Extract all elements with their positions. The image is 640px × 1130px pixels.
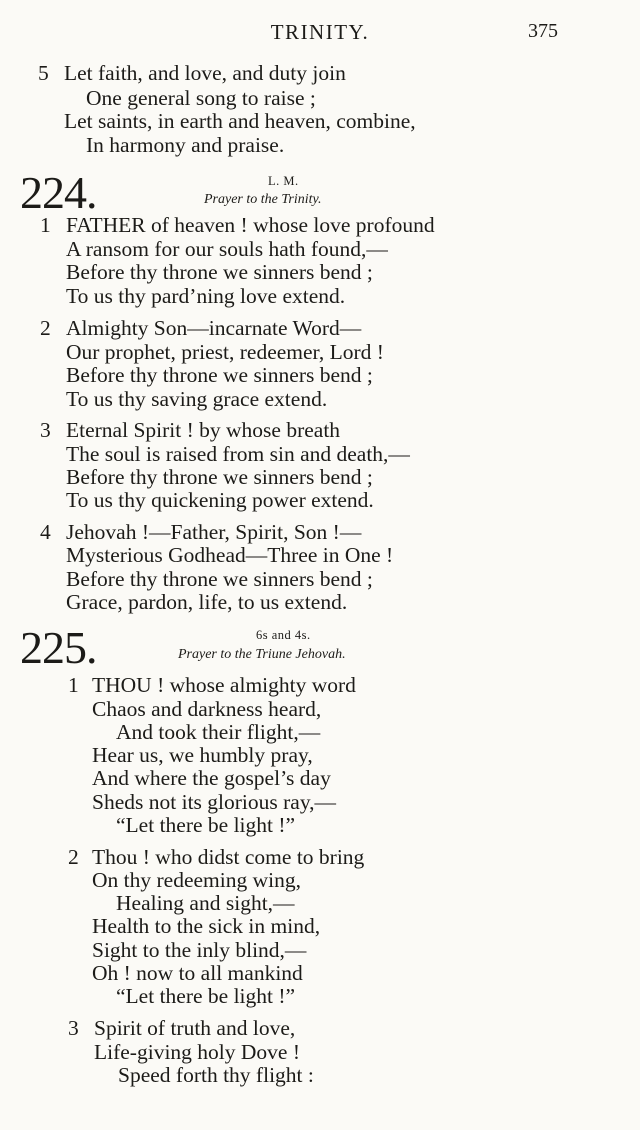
verse-line: Before thy throne we sinners bend ; — [66, 363, 373, 387]
stanza-number: 4 — [40, 520, 51, 544]
verse-line: In harmony and praise. — [86, 133, 285, 157]
verse-line: Before thy throne we sinners bend ; — [66, 260, 373, 284]
hymn-number: 225. — [20, 622, 97, 673]
stanza-number: 1 — [68, 673, 79, 697]
verse-line: To us thy pard’ning love extend. — [66, 284, 346, 308]
verse-line: Sight to the inly blind,— — [92, 938, 307, 962]
verse-line: And where the gospel’s day — [92, 766, 331, 790]
verse-line: Jehovah !—Father, Spirit, Son !— — [66, 520, 362, 544]
verse-line: Grace, pardon, life, to us extend. — [66, 590, 348, 614]
verse-line: Before thy throne we sinners bend ; — [66, 465, 373, 489]
verse-line: THOU ! whose almighty word — [92, 673, 356, 697]
stanza-number: 1 — [40, 213, 51, 237]
verse-line: FATHER of heaven ! whose love profound — [66, 213, 435, 237]
running-title: TRINITY. — [270, 20, 370, 44]
hymn-number: 224. — [20, 167, 97, 218]
verse-line: To us thy saving grace extend. — [66, 387, 328, 411]
page-number: 375 — [528, 20, 558, 42]
verse-line: Mysterious Godhead—Three in One ! — [66, 543, 394, 567]
verse-line: “Let there be light !” — [116, 813, 296, 837]
verse-line: To us thy quickening power extend. — [66, 488, 374, 512]
verse-line: Speed forth thy flight : — [118, 1063, 314, 1087]
verse-line: Thou ! who didst come to bring — [92, 845, 365, 869]
verse-line: Almighty Son—incarnate Word— — [66, 316, 362, 340]
verse-line: One general song to raise ; — [86, 86, 316, 110]
verse-line: Oh ! now to all mankind — [92, 961, 303, 985]
verse-line: Our prophet, priest, redeemer, Lord ! — [66, 340, 384, 364]
verse-line: Let saints, in earth and heaven, combine, — [64, 109, 416, 133]
verse-line: Eternal Spirit ! by whose breath — [66, 418, 341, 442]
verse-line: Sheds not its glorious ray,— — [92, 790, 337, 814]
verse-line: Life-giving holy Dove ! — [94, 1040, 300, 1064]
verse-line: And took their flight,— — [116, 720, 321, 744]
verse-line: Spirit of truth and love, — [94, 1016, 296, 1040]
verse-line: Chaos and darkness heard, — [92, 697, 322, 721]
hymn-meter: L. M. — [268, 174, 299, 188]
hymn-meter: 6s and 4s. — [256, 628, 311, 642]
verse-line: Before thy throne we sinners bend ; — [66, 567, 373, 591]
stanza-number: 3 — [68, 1016, 79, 1040]
stanza-number: 2 — [40, 316, 51, 340]
stanza-number: 5 — [38, 61, 49, 85]
verse-line: “Let there be light !” — [116, 984, 296, 1008]
verse-line: A ransom for our souls hath found,— — [66, 237, 388, 261]
stanza-number: 3 — [40, 418, 51, 442]
hymn-title: Prayer to the Trinity. — [204, 192, 322, 207]
verse-line: On thy redeeming wing, — [92, 868, 301, 892]
verse-line: Let faith, and love, and duty join — [64, 61, 346, 85]
verse-line: Health to the sick in mind, — [92, 914, 321, 938]
verse-line: The soul is raised from sin and death,— — [66, 442, 410, 466]
verse-line: Hear us, we humbly pray, — [92, 743, 313, 767]
hymn-title: Prayer to the Triune Jehovah. — [178, 647, 346, 662]
stanza-number: 2 — [68, 845, 79, 869]
verse-line: Healing and sight,— — [116, 891, 295, 915]
